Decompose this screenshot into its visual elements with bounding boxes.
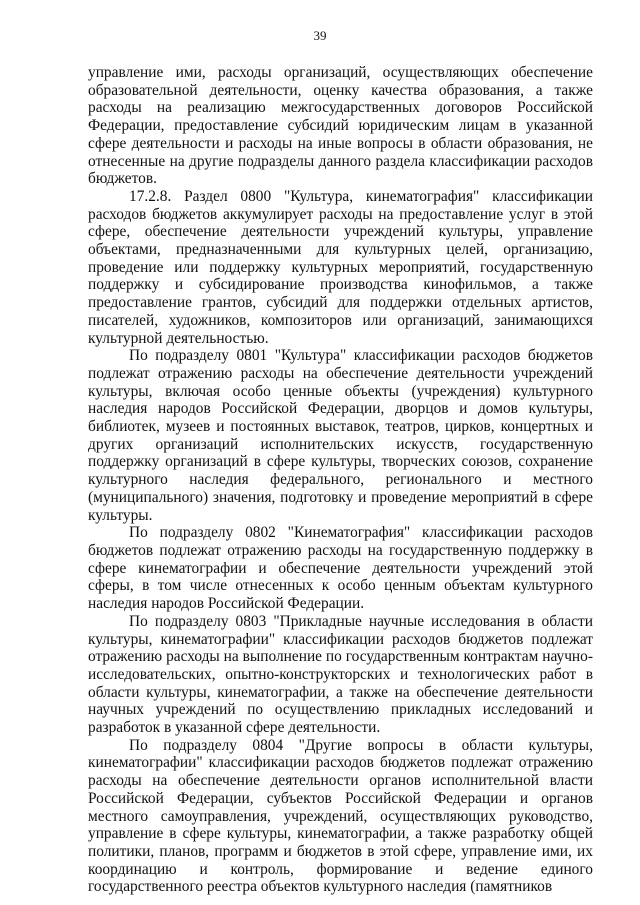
paragraph-subsection-0803: По подразделу 0803 "Прикладные научные исследования в области культуры, кинематографии" классификации расходов бюджетов подлежат отражению расходы на выполнение по государственным контрактам научно-исследовательских, опытно-конструкторских и технологических работ в области культуры, кинематографии, а также на обеспечение деятельности научных учреждений по осуществлению прикладных исследований и разработок в указанной сфере деятельности. — [88, 612, 593, 737]
body-text — [88, 64, 593, 896]
page-number: 39 — [313, 28, 327, 43]
paragraph-subsection-0802: По подразделу 0802 "Кинематография" классификации расходов бюджетов подлежат отражению расходы на государственную поддержку в сфере кинематографии и обеспечение деятельности учреждений этой сферы, в том числе отнесенных к особо ценным объектам культурного наследия народов Российской Федерации. — [88, 524, 593, 613]
paragraph-continuation: управление ими, расходы организаций, осуществляющих обеспечение образовательной деятельности, оценку качества образования, а также расходы на реализацию межгосударственных договоров Российской Федерации, предоставление субсидий юридическим лицам в указанной сфере деятельности и расходы на иные вопросы в области образования, не отнесенные на другие подразделы данного раздела классификации расходов бюджетов. — [88, 64, 593, 188]
paragraph-subsection-0801: По подразделу 0801 "Культура" классификации расходов бюджетов подлежат отражению расходы на обеспечение деятельности учреждений культуры, включая особо ценные объекты (учреждения) культурного наследия народов Российской Федерации, дворцов и домов культуры, библиотек, музеев и постоянных выставок, театров, цирков, концертных и других организаций исполнительских искусств, государственную поддержку организаций в сфере культуры, творческих союзов, сохранение культурного наследия федерального, регионального и местного (муниципального) значения, подготовку и проведение мероприятий в сфере культуры. — [88, 347, 593, 524]
paragraph-section-0800: 17.2.8. Раздел 0800 "Культура, кинематография" классификации расходов бюджетов аккумулирует расходы на предоставление услуг в этой сфере, обеспечение деятельности учреждений культуры, управление объектами, предназначенными для культурных целей, организацию, проведение или поддержку культурных мероприятий, государственную поддержку и субсидирование производства кинофильмов, а также предоставление грантов, субсидий для поддержки отдельных артистов, писателей, художников, композиторов или организаций, занимающихся культурной деятельностью. — [88, 187, 593, 347]
paragraph-subsection-0804: По подразделу 0804 "Другие вопросы в области культуры, кинематографии" классификации расходов бюджетов подлежат отражению расходы на обеспечение деятельности органов исполнительной власти Российской Федерации, субъектов Российской Федерации и органов местного самоуправления, учреждений, осуществляющих руководство, управление в сфере культуры, кинематографии, а также разработку общей политики, планов, программ и бюджетов в этой сфере, управление ими, их координацию и контроль, формирование и ведение единого государственного реестра объектов культурного наследия (памятников — [88, 736, 593, 896]
